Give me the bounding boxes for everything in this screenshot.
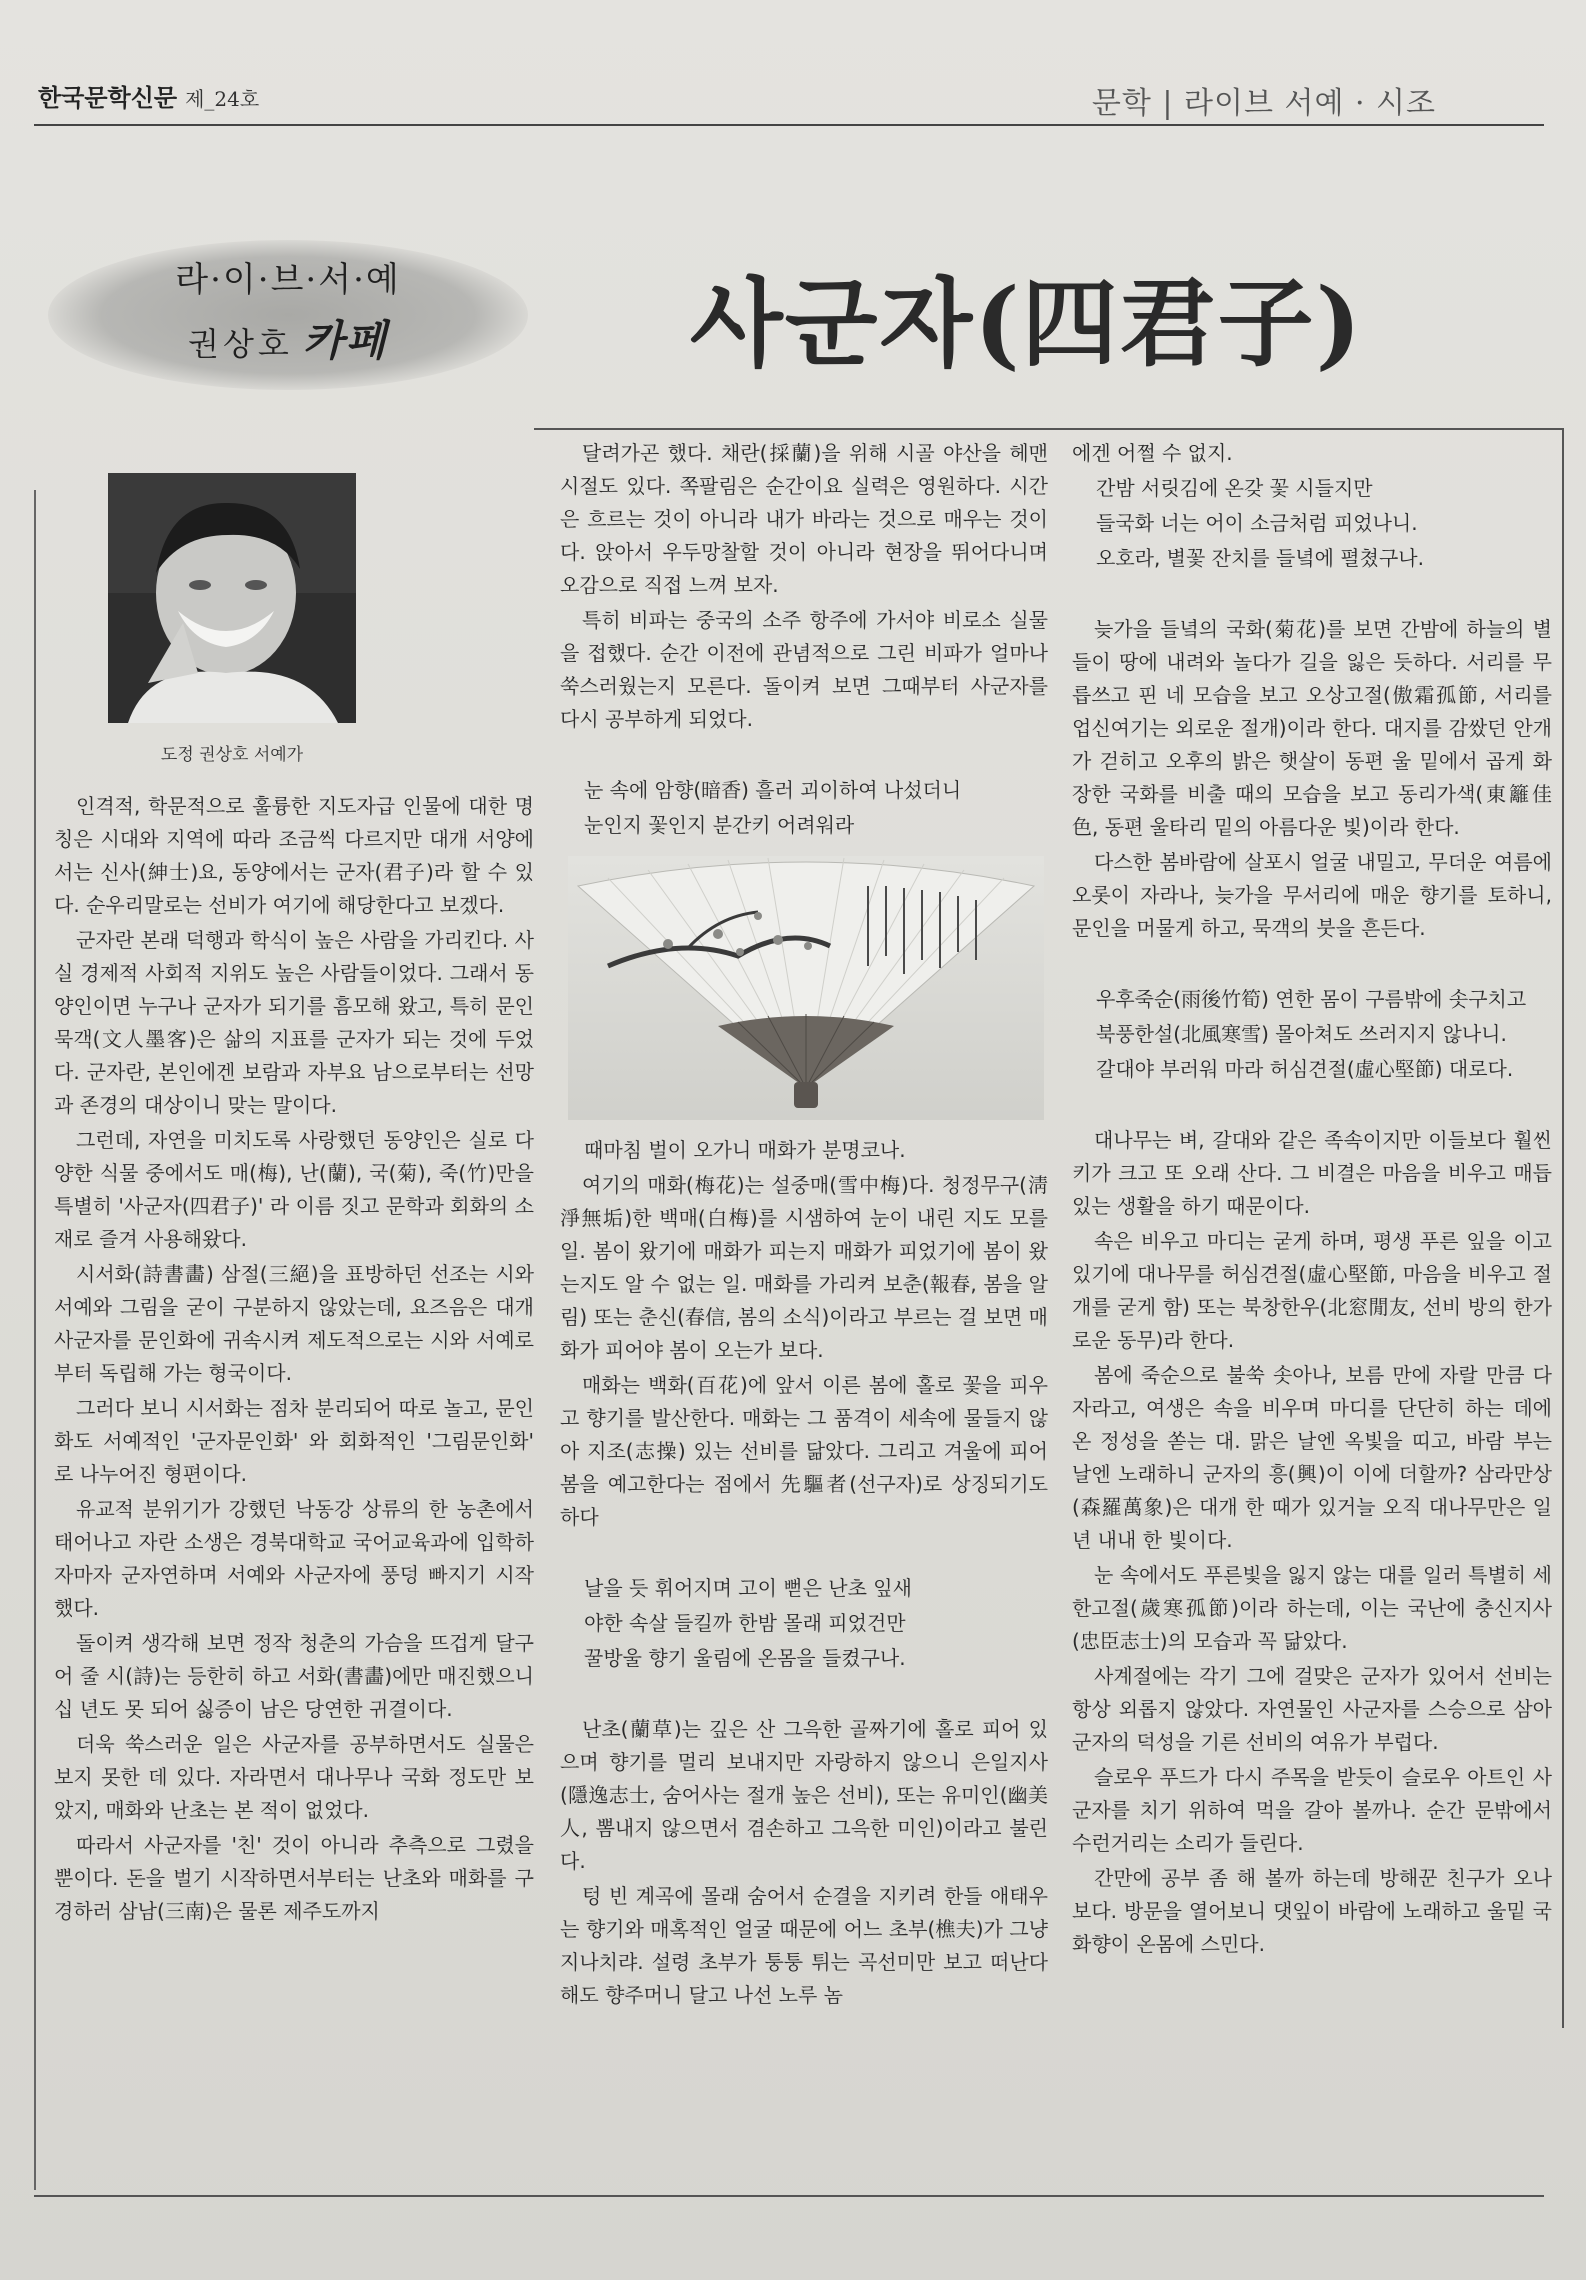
article-title: 사군자(四君子) [690, 267, 1364, 380]
paragraph: 사계절에는 각기 그에 걸맞은 군자가 있어서 선비는 항상 외롭지 않았다. 자연물인 사군자를 스승으로 삼아 군자의 덕성을 기른 선비의 여유가 부럽다. [1072, 1664, 1552, 1754]
poem-line: 꿀방울 향기 울림에 온몸을 들켰구나. [584, 1646, 906, 1670]
poem-line: 눈인지 꽃인지 분간키 어려워라 [584, 813, 855, 837]
paragraph: 여기의 매화(梅花)는 설중매(雪中梅)다. 청정무구(淸淨無垢)한 백매(白梅)를 시샘하여 눈이 내린 지도 모를 일. 봄이 왔기에 매화가 피는지 매화가 피었기에 봄이 왔는지도 알 수 없는 일. 매화를 가리켜 보춘(報春, 봄을 알림) 또는 춘신(春信, 봄의 소식)이라고 부르는 걸 보면 매화가 피어야 봄이 오는가 보다. [560, 1173, 1048, 1362]
article-frame-right [1562, 428, 1564, 2028]
paragraph: 난초(蘭草)는 깊은 산 그윽한 골짜기에 홀로 피어 있으며 향기를 멀리 보내지만 자랑하지 않으니 은일지사(隱逸志士, 숨어사는 절개 높은 선비), 또는 유미인(幽美人, 뽐내지 않으면서 겸손하고 그윽한 미인)이라고 불린다. [560, 1717, 1048, 1873]
article-column-1 [54, 790, 534, 1930]
article-column-3 [1072, 437, 1552, 1963]
paragraph: 늦가을 들녘의 국화(菊花)를 보면 간밤에 하늘의 별들이 땅에 내려와 놀다가 길을 잃은 듯하다. 서리를 무릅쓰고 핀 네 모습을 보고 오상고절(傲霜孤節, 서리를 업신여기는 외로운 절개)이라 한다. 대지를 감쌌던 안개가 걷히고 오후의 밝은 햇살이 동편 울 밑에서 곱게 화장한 국화를 비출 때의 모습을 보고 동리가색(東籬佳色, 동편 울타리 밑의 아름다운 빛)이라 한다. [1072, 617, 1552, 839]
article-column-2 [560, 437, 1048, 2014]
paragraph: 돌이켜 생각해 보면 정작 청춘의 가슴을 뜨겁게 달구어 줄 시(詩)는 등한히 하고 서화(書畵)에만 매진했으니 십 년도 못 되어 싫증이 남은 당연한 귀결이다. [54, 1631, 534, 1721]
paragraph: 특히 비파는 중국의 소주 항주에 가서야 비로소 실물을 접했다. 순간 이전에 관념적으로 그린 비파가 얼마나 쑥스러웠는지 모른다. 돌이켜 보면 그때부터 사군자를 다시 공부하게 되었다. [560, 608, 1048, 731]
poem-line: 오호라, 별꽃 잔치를 들녘에 펼쳤구나. [1096, 546, 1424, 570]
poem-line: 북풍한설(北風寒雪) 몰아쳐도 쓰러지지 않나니. [1096, 1022, 1507, 1046]
banner-author-name: 권상호 [188, 325, 293, 363]
paragraph: 달려가곤 했다. 채란(採蘭)을 위해 시골 야산을 헤맨 시절도 있다. 쪽팔림은 순간이요 실력은 영원하다. 시간은 흐르는 것이 아니라 내가 바라는 것으로 매우는 것이다. 앉아서 우두망찰할 것이 아니라 현장을 뛰어다니며 오감으로 직접 느껴 보자. [560, 441, 1048, 597]
poem-line: 날을 듯 휘어지며 고이 뻗은 난초 잎새 [584, 1576, 912, 1600]
fan-painting-image [568, 856, 1044, 1120]
paragraph: 슬로우 푸드가 다시 주목을 받듯이 슬로우 아트인 사군자를 치기 위하여 먹을 갈아 볼까나. 순간 문밖에서 수런거리는 소리가 들린다. [1072, 1765, 1552, 1855]
footer-rule [34, 2195, 1544, 2197]
paragraph: 인격적, 학문적으로 훌륭한 지도자급 인물에 대한 명칭은 시대와 지역에 따라 조금씩 다르지만 대개 서양에서는 신사(紳士)요, 동양에서는 군자(君子)라 할 수 있다. 순우리말로는 선비가 여기에 해당한다고 보겠다. [54, 794, 534, 917]
paragraph: 다스한 봄바람에 살포시 얼굴 내밀고, 무더운 여름에 오롯이 자라나, 늦가을 무서리에 매운 향기를 토하니, 문인을 머물게 하고, 묵객의 붓을 흔든다. [1072, 850, 1552, 940]
paragraph: 봄에 죽순으로 불쑥 솟아나, 보름 만에 자랄 만큼 다 자라고, 여생은 속을 비우며 마디를 단단히 하는 데에 온 정성을 쏟는 대. 맑은 날엔 옥빛을 띠고, 바람 부는 날엔 노래하니 군자의 흥(興)이 이에 더할까? 삼라만상(森羅萬象)은 대개 한 때가 있거늘 오직 대나무만은 일 년 내내 한 빛이다. [1072, 1363, 1552, 1552]
paragraph: 속은 비우고 마디는 굳게 하며, 평생 푸른 잎을 이고 있기에 대나무를 허심견절(虛心堅節, 마음을 비우고 절개를 굳게 함) 또는 북창한우(北窓閒友, 선비 방의 한가로운 동무)라 한다. [1072, 1229, 1552, 1352]
photo-caption: 도정 권상호 서예가 [160, 745, 304, 765]
article-frame-top [534, 428, 1564, 430]
poem-line: 우후죽순(雨後竹筍) 연한 몸이 구름밖에 솟구치고 [1096, 987, 1527, 1011]
banner-series-title: 라·이·브·서·예 [175, 260, 401, 300]
paragraph: 더욱 쑥스러운 일은 사군자를 공부하면서도 실물은 보지 못한 데 있다. 자라면서 대나무나 국화 정도만 보았지, 매화와 난초는 본 적이 없었다. [54, 1732, 534, 1822]
issue-number: 제_24호 [185, 87, 260, 111]
column-banner [48, 240, 528, 390]
paragraph: 따라서 사군자를 '친' 것이 아니라 추측으로 그렸을 뿐이다. 돈을 벌기 시작하면서부터는 난초와 매화를 구경하러 삼남(三南)은 물론 제주도까지 [54, 1833, 534, 1923]
author-photo [108, 473, 356, 723]
newspaper-name: 한국문학신문 [38, 83, 178, 112]
header-rule [34, 124, 1544, 126]
paragraph: 그러다 보니 시서화는 점차 분리되어 따로 놀고, 문인화도 서예적인 '군자문인화' 와 회화적인 '그림문인화' 로 나누어진 형편이다. [54, 1396, 534, 1486]
paragraph: 유교적 분위기가 강했던 낙동강 상류의 한 농촌에서 태어나고 자란 소생은 경북대학교 국어교육과에 입학하자마자 군자연하며 서예와 사군자에 풍덩 빠지기 시작했다. [54, 1497, 534, 1620]
paragraph: 눈 속에서도 푸른빛을 잃지 않는 대를 일러 특별히 세한고절(歲寒孤節)이라 하는데, 이는 국난에 충신지사(忠臣志士)의 모습과 꼭 닮았다. [1072, 1563, 1552, 1653]
poem-line: 갈대야 부러워 마라 허심견절(虛心堅節) 대로다. [1096, 1057, 1514, 1081]
paragraph: 에겐 어쩔 수 없지. [1072, 441, 1233, 465]
banner-author-line [48, 308, 528, 368]
paragraph: 간만에 공부 좀 해 볼까 하는데 방해꾼 친구가 오나 보다. 방문을 열어보니 댓잎이 바람에 노래하고 울밑 국화향이 온몸에 스민다. [1072, 1866, 1552, 1956]
paragraph: 군자란 본래 덕행과 학식이 높은 사람을 가리킨다. 사실 경제적 사회적 지위도 높은 사람들이었다. 그래서 동양인이면 누구나 군자가 되기를 흠모해 왔고, 특히 문인묵객(文人墨客)은 삶의 지표를 군자가 되는 것에 두었다. 군자란, 본인에겐 보람과 자부요 남으로부터는 선망과 존경의 대상이니 맞는 말이다. [54, 928, 534, 1117]
poem-line: 간밤 서릿김에 온갖 꽃 시들지만 [1096, 476, 1373, 500]
article-frame-left [34, 490, 36, 2190]
poem-line: 눈 속에 암향(暗香) 흘러 괴이하여 나섰더니 [584, 778, 962, 802]
paragraph: 대나무는 벼, 갈대와 같은 족속이지만 이들보다 훨씬 키가 크고 또 오래 산다. 그 비결은 마음을 비우고 매듭 있는 생활을 하기 때문이다. [1072, 1128, 1552, 1218]
paragraph: 매화는 백화(百花)에 앞서 이른 봄에 홀로 꽃을 피우고 향기를 발산한다. 매화는 그 품격이 세속에 물들지 않아 지조(志操) 있는 선비를 닮았다. 그리고 겨울에 피어 봄을 예고한다는 점에서 先驅者(선구자)로 상징되기도 하다 [560, 1373, 1048, 1529]
section-label: 문학 | 라이브 서예 · 시조 [1091, 86, 1436, 121]
masthead [38, 78, 259, 113]
paragraph: 시서화(詩書畵) 삼절(三絕)을 표방하던 선조는 시와 서예와 그림을 굳이 구분하지 않았는데, 요즈음은 대개 사군자를 문인화에 귀속시켜 제도적으로는 시와 서예로부터 독립해 가는 형국이다. [54, 1262, 534, 1385]
paragraph: 텅 빈 계곡에 몰래 숨어서 순결을 지키려 한들 애태우는 향기와 매혹적인 얼굴 때문에 어느 초부(樵夫)가 그냥 지나치랴. 설령 초부가 퉁퉁 튀는 곡선미만 보고 떠난다 해도 향주머니 달고 나선 노루 놈 [560, 1884, 1048, 2007]
poem-line: 때마침 벌이 오가니 매화가 분명코나. [584, 1138, 906, 1162]
poem-line: 들국화 너는 어이 소금처럼 피었나니. [1096, 511, 1418, 535]
banner-brush-word: 카페 [302, 316, 388, 365]
paragraph: 그런데, 자연을 미치도록 사랑했던 동양인은 실로 다양한 식물 중에서도 매(梅), 난(蘭), 국(菊), 죽(竹)만을 특별히 '사군자(四君子)' 라 이름 짓고 문학과 회화의 소재로 즐겨 사용해왔다. [54, 1128, 534, 1251]
poem-line: 야한 속살 들킬까 한밤 몰래 피었건만 [584, 1611, 906, 1635]
